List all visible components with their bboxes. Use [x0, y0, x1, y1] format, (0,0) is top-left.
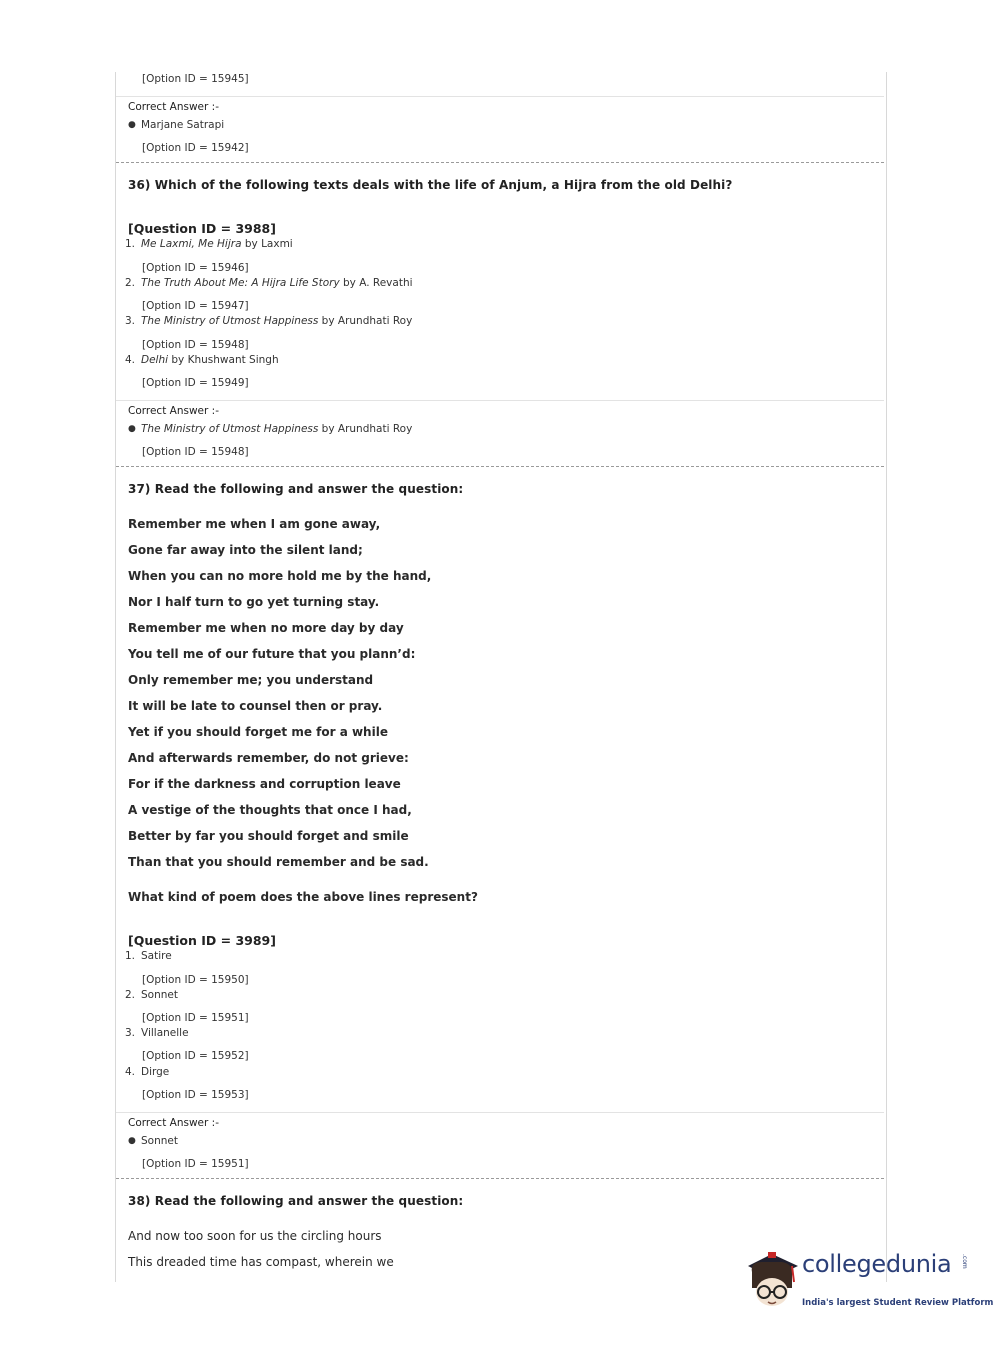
- correct-answer: [128, 119, 224, 131]
- poem-line: Gone far away into the silent land;: [128, 543, 363, 557]
- correct-answer: [128, 1135, 178, 1147]
- poem-line: And now too soon for us the circling hours: [128, 1229, 382, 1243]
- correct-answer-label: Correct Answer :-: [128, 1117, 219, 1129]
- correct-answer-author: by Arundhati Roy: [318, 423, 413, 435]
- option-4: [125, 1066, 169, 1078]
- option-text: Sonnet: [141, 989, 178, 1001]
- poem-line: Nor I half turn to go yet turning stay.: [128, 595, 380, 609]
- option-number: 2.: [125, 277, 136, 289]
- option-author: by Laxmi: [241, 238, 293, 250]
- option-number: 4.: [125, 1066, 136, 1078]
- option-number: 3.: [125, 1027, 136, 1039]
- poem-line: Remember me when no more day by day: [128, 621, 404, 635]
- question-separator: [116, 466, 884, 467]
- correct-answer-text: Marjane Satrapi: [141, 119, 225, 131]
- poem-line: Than that you should remember and be sad.: [128, 855, 429, 869]
- option-id: [Option ID = 15950]: [142, 974, 249, 986]
- poem-line: This dreaded time has compast, wherein we: [128, 1255, 394, 1269]
- correct-answer: [128, 423, 412, 435]
- option-text: Satire: [141, 950, 172, 962]
- option-1: [125, 238, 293, 250]
- question-37-text: 37) Read the following and answer the question:: [128, 482, 464, 496]
- collegedunia-logo[interactable]: [742, 1248, 994, 1318]
- option-id: [Option ID = 15946]: [142, 262, 249, 274]
- bullet-icon: ●: [128, 1136, 136, 1146]
- option-title: The Truth About Me: A Hijra Life Story: [141, 277, 340, 289]
- option-id: [Option ID = 15952]: [142, 1050, 249, 1062]
- poem-line: It will be late to counsel then or pray.: [128, 699, 383, 713]
- option-4: [125, 354, 279, 366]
- option-1: [125, 950, 172, 962]
- bullet-icon: ●: [128, 424, 136, 434]
- divider: [116, 400, 884, 401]
- correct-option-id: [Option ID = 15951]: [142, 1158, 249, 1170]
- option-id: [Option ID = 15948]: [142, 339, 249, 351]
- option-id: [Option ID = 15947]: [142, 300, 249, 312]
- divider: [116, 1112, 884, 1113]
- option-id: [Option ID = 15953]: [142, 1089, 249, 1101]
- correct-answer-label: Correct Answer :-: [128, 405, 219, 417]
- poem-line: And afterwards remember, do not grieve:: [128, 751, 409, 765]
- option-title: Delhi: [141, 354, 169, 366]
- graduate-mascot-icon: [742, 1248, 802, 1318]
- option-3: [125, 315, 412, 327]
- poem-line: You tell me of our future that you plann’d:: [128, 647, 416, 661]
- logo-tagline: India's largest Student Review Platform: [802, 1298, 994, 1308]
- correct-option-id: [Option ID = 15942]: [142, 142, 249, 154]
- question-separator: [116, 1178, 884, 1179]
- question-36-id: [Question ID = 3988]: [128, 221, 276, 236]
- correct-answer-label: Correct Answer :-: [128, 101, 219, 113]
- option-author: by Arundhati Roy: [318, 315, 413, 327]
- correct-answer-text: Sonnet: [141, 1135, 178, 1147]
- option-title: Me Laxmi, Me Hijra: [141, 238, 242, 250]
- option-title: The Ministry of Utmost Happiness: [141, 315, 319, 327]
- option-2: [125, 277, 413, 289]
- question-37-id: [Question ID = 3989]: [128, 933, 276, 948]
- poem-line: Yet if you should forget me for a while: [128, 725, 388, 739]
- question-separator: [116, 162, 884, 163]
- poem-line: Better by far you should forget and smile: [128, 829, 409, 843]
- poem-line: Remember me when I am gone away,: [128, 517, 381, 531]
- option-number: 4.: [125, 354, 136, 366]
- option-number: 1.: [125, 950, 136, 962]
- poem-line: For if the darkness and corruption leave: [128, 777, 401, 791]
- option-3: [125, 1027, 189, 1039]
- correct-option-id: [Option ID = 15948]: [142, 446, 249, 458]
- poem-line: Only remember me; you understand: [128, 673, 374, 687]
- option-id: [Option ID = 15945]: [142, 73, 249, 85]
- logo-domain-suffix: .com: [961, 1254, 968, 1269]
- poem-line: When you can no more hold me by the hand,: [128, 569, 432, 583]
- option-number: 2.: [125, 989, 136, 1001]
- option-author: by A. Revathi: [339, 277, 413, 289]
- poem-line: A vestige of the thoughts that once I had,: [128, 803, 412, 817]
- question-38-text: 38) Read the following and answer the question:: [128, 1194, 464, 1208]
- option-text: Villanelle: [141, 1027, 189, 1039]
- logo-wordmark: collegedunia: [802, 1250, 952, 1278]
- option-id: [Option ID = 15949]: [142, 377, 249, 389]
- bullet-icon: ●: [128, 120, 136, 130]
- option-number: 3.: [125, 315, 136, 327]
- question-36-text: 36) Which of the following texts deals with the life of Anjum, a Hijra from the old Delhi?: [128, 178, 733, 192]
- divider: [116, 96, 884, 97]
- option-id: [Option ID = 15951]: [142, 1012, 249, 1024]
- option-author: by Khushwant Singh: [168, 354, 279, 366]
- question-37-prompt: What kind of poem does the above lines represent?: [128, 890, 478, 904]
- option-text: Dirge: [141, 1066, 170, 1078]
- correct-answer-title: The Ministry of Utmost Happiness: [141, 423, 319, 435]
- option-number: 1.: [125, 238, 136, 250]
- option-2: [125, 989, 178, 1001]
